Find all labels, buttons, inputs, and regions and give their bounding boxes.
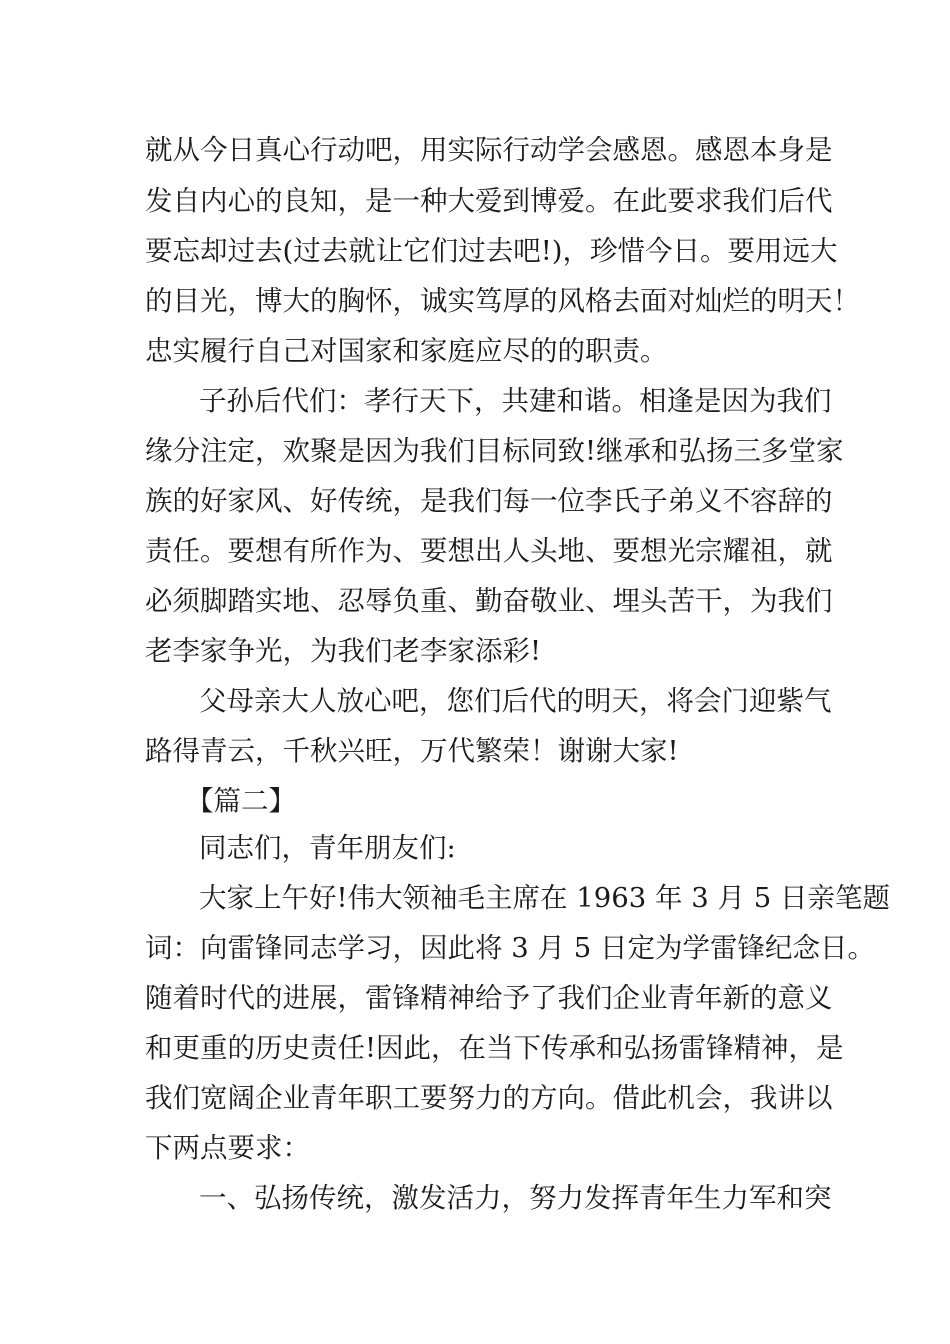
- text-line-7: 缘分注定，欢聚是因为我们目标同致!继承和弘扬三多堂家: [145, 435, 844, 467]
- text-line-2: 发自内心的良知，是一种大爱到博爱。在此要求我们后代: [145, 185, 833, 217]
- text-line-13: 路得青云，千秋兴旺，万代繁荣！谢谢大家!: [145, 735, 679, 767]
- text-line-18: 随着时代的进展，雷锋精神给予了我们企业青年新的意义: [145, 982, 833, 1014]
- text-line-4: 的目光，博大的胸怀，诚实笃厚的风格去面对灿烂的明天！: [145, 285, 860, 317]
- text-line-19: 和更重的历史责任!因此，在当下传承和弘扬雷锋精神，是: [145, 1032, 844, 1064]
- text-line-20: 我们宽阔企业青年职工要努力的方向。借此机会，我讲以: [145, 1082, 833, 1114]
- salutation-line: 同志们，青年朋友们:: [199, 832, 456, 864]
- text-line-9: 责任。要想有所作为、要想出人头地、要想光宗耀祖，就: [145, 535, 833, 567]
- text-line-11: 老李家争光，为我们老李家添彩!: [145, 635, 542, 667]
- text-line-6: 子孙后代们：孝行天下，共建和谐。相逢是因为我们: [199, 385, 832, 417]
- text-line-10: 必须脚踏实地、忍辱负重、勤奋敬业、埋头苦干，为我们: [145, 585, 833, 617]
- text-line-21: 下两点要求：: [145, 1132, 310, 1164]
- text-line-1: 就从今日真心行动吧，用实际行动学会感恩。感恩本身是: [145, 134, 833, 166]
- text-line-16: 大家上午好!伟大领袖毛主席在 1963 年 3 月 5 日亲笔题: [199, 882, 890, 914]
- text-line-17: 词：向雷锋同志学习，因此将 3 月 5 日定为学雷锋纪念日。: [145, 932, 875, 964]
- text-line-3: 要忘却过去(过去就让它们过去吧!)，珍惜今日。要用远大: [145, 235, 838, 267]
- text-line-12: 父母亲大人放心吧，您们后代的明天，将会门迎紫气: [199, 685, 832, 717]
- text-line-8: 族的好家风、好传统，是我们每一位李氏子弟义不容辞的: [145, 485, 833, 517]
- text-line-5: 忠实履行自己对国家和家庭应尽的的职责。: [145, 335, 668, 367]
- text-line-22: 一、弘扬传统，激发活力，努力发挥青年生力军和突: [199, 1182, 832, 1214]
- section-heading: 【篇二】: [186, 785, 296, 817]
